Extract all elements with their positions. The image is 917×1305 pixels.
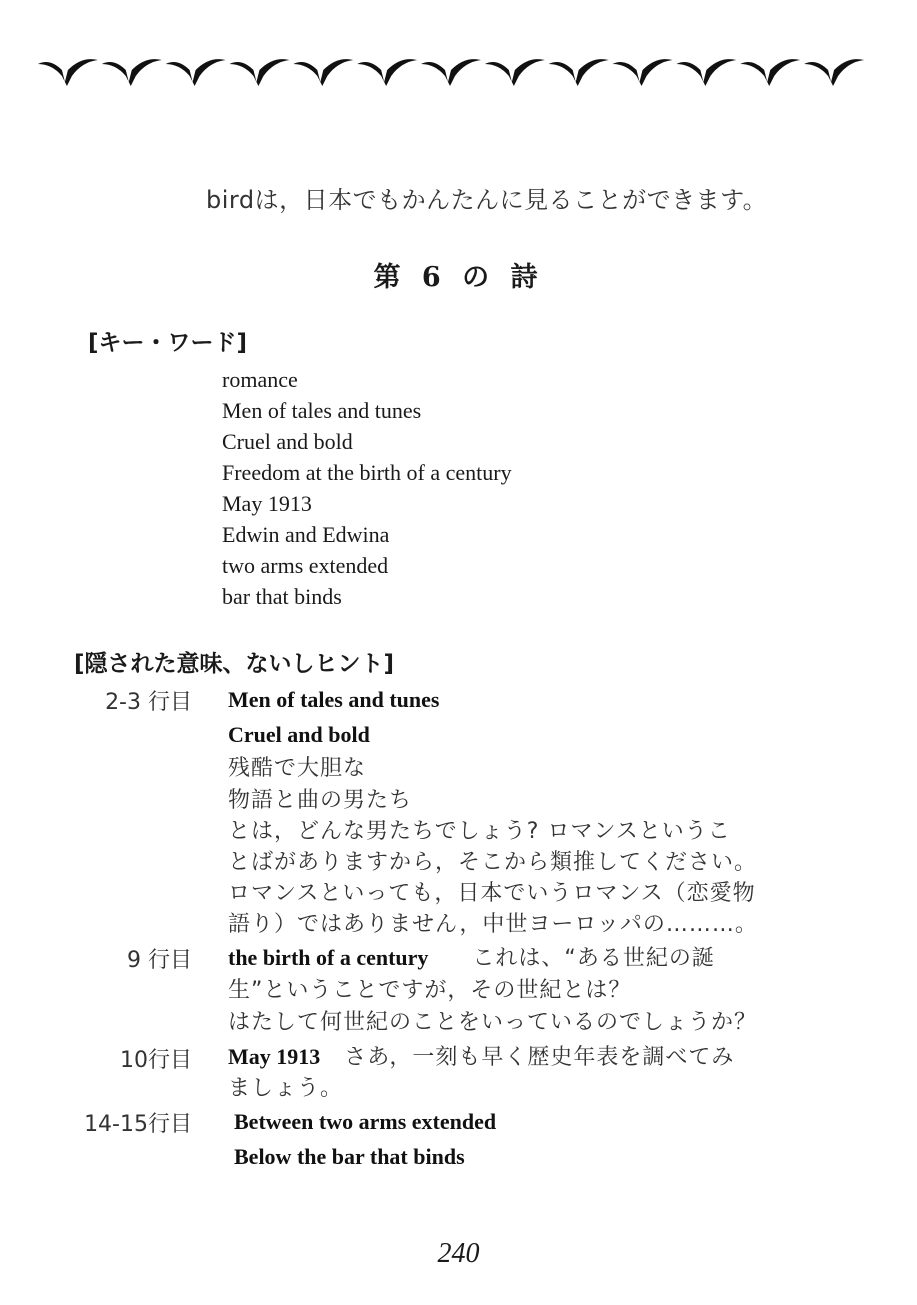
hint-english-phrase: May 1913 [228,1044,321,1069]
keyword-text: two arms extended [222,553,389,578]
keyword-text: Edwin and Edwina [222,522,390,547]
bird-ornament-icon [804,59,864,86]
hint-english-line: Cruel and bold [228,722,370,747]
bird-ornament-icon [549,59,609,86]
hints-heading: [隠された意味、ないしヒント] [74,651,395,677]
hint-english-phrase: the birth of a century [228,945,429,970]
hint-japanese-line: ロマンスといっても，日本でいうロマンス（恋愛物 [228,881,756,906]
hint-english-line: Between two arms extended [234,1109,497,1134]
bird-ornament-icon [293,59,353,86]
hint-japanese-line: はたして何世紀のことをいっているのでしょうか？ [228,1010,758,1035]
bird-ornament-icon [38,59,98,86]
hint-japanese-line: 生”ということですが，その世紀とは？ [228,978,632,1003]
bird-ornament-icon [229,59,289,86]
keyword-text: bar that binds [222,584,342,609]
hint-english-line: Below the bar that binds [234,1144,465,1169]
hint-entry [228,1041,734,1074]
hint-japanese-line: 残酷で大胆な [228,756,367,781]
intro-sentence: birdは，日本でもかんたんに見ることができます。 [206,186,768,214]
hint-english-line: Men of tales and tunes [228,687,440,712]
poem-title: 第 6 の 詩 [373,262,544,293]
keyword-text: Cruel and bold [222,429,353,454]
bird-ornament-icon [421,59,481,86]
hint-japanese-line: 語り）ではありません，中世ヨーロッパの………。 [228,912,758,937]
hint-line-number: 10行目 [120,1048,192,1073]
hint-japanese-line: とは，どんな男たちでしょう? ロマンスというこ [228,819,731,844]
bird-ornament-icon [485,59,545,86]
page-number: 240 [437,1238,480,1269]
keyword-text: romance [222,367,298,392]
hint-japanese-line: ましょう。 [228,1076,344,1101]
hint-line-number: 2-3 行目 [105,690,192,715]
hint-japanese-line: 物語と曲の男たち [228,788,413,813]
bird-ornament-icon [166,59,226,86]
keyword-text: May 1913 [222,491,312,516]
bird-ornament-icon [740,59,800,86]
hint-line-number: 9 行目 [127,948,192,973]
hint-japanese-line: とばがありますから，そこから類推してください。 [228,850,758,875]
bird-ornament-icon [102,59,162,86]
bird-ornament-icon [357,59,417,86]
bird-ornament-icon [613,59,673,86]
hint-entry [228,942,715,975]
keyword-text: Men of tales and tunes [222,398,422,423]
keyword-text: Freedom at the birth of a century [222,460,512,485]
hint-line-number: 14-15行目 [84,1112,192,1137]
decorative-bird-border [36,50,866,90]
hint-japanese-phrase: これは、“ある世紀の誕 [472,946,715,971]
hint-japanese-phrase: さあ，一刻も早く歴史年表を調べてみ [344,1045,735,1070]
keywords-heading: [キー・ワード] [88,330,248,356]
bird-ornament-icon [676,59,736,86]
